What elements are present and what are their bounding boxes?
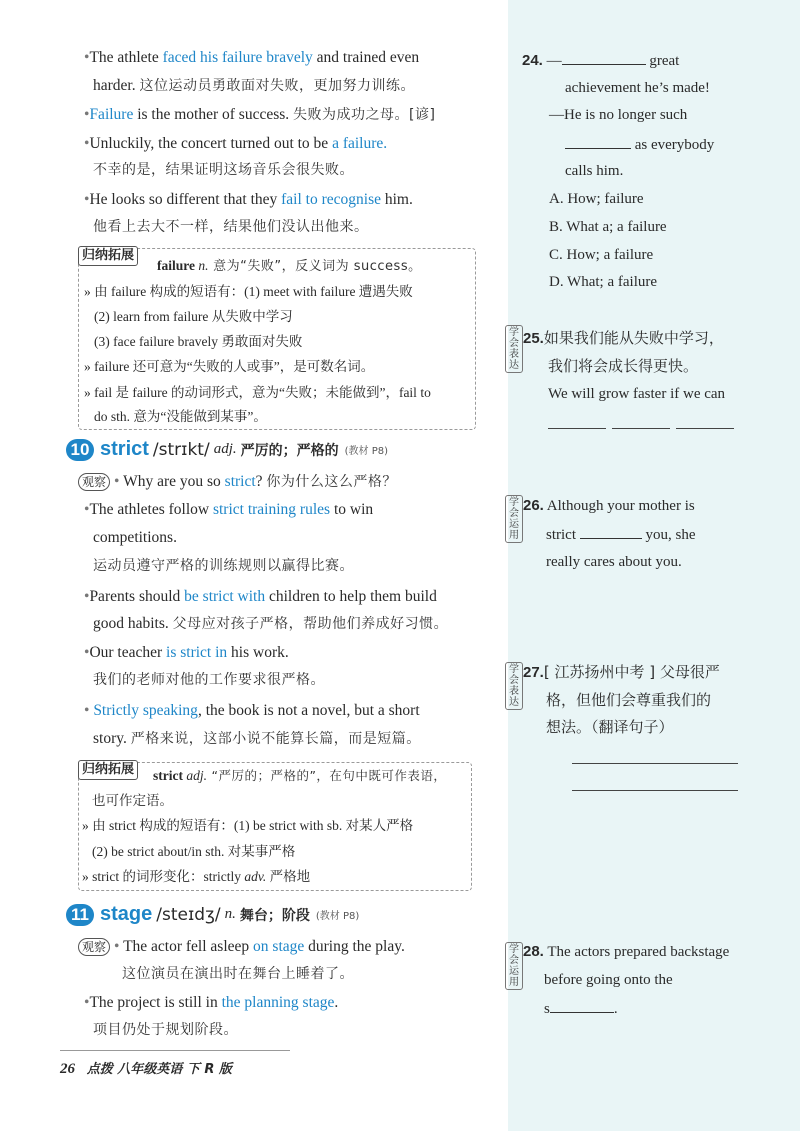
question-text: achievement he’s made! <box>565 80 710 96</box>
answer-blank[interactable] <box>565 134 631 149</box>
translation: 项目仍处于规划阶段。 <box>93 1022 238 1038</box>
answer-blank[interactable] <box>548 428 606 429</box>
page-footer <box>60 1058 232 1078</box>
option-c[interactable]: C. How; a failure <box>549 247 654 263</box>
box-line: 也可作定语。 <box>92 793 173 808</box>
question-text: calls him. <box>565 163 624 179</box>
box-line: (2) learn from failure 从失败中学习 <box>94 309 293 324</box>
observe-tag: 观察 <box>78 473 110 491</box>
answer-line[interactable] <box>572 790 738 791</box>
answer-blank[interactable] <box>550 998 614 1013</box>
question-text: 想法。（翻译句子） <box>546 718 674 736</box>
entry-number: 10 <box>66 439 94 461</box>
book-title: 点拨 八年级英语 下 R 版 <box>86 1062 232 1077</box>
answer-blank[interactable] <box>676 428 734 429</box>
meaning: 舞台；阶段 <box>239 907 310 924</box>
box-heading: failure n. 意为“失败”，反义词为 success。 <box>157 258 422 274</box>
translation: 运动员遵守严格的训练规则以赢得比赛。 <box>93 558 354 574</box>
question-text: 格，但他们会尊重我们的 <box>546 691 712 709</box>
observe-tag: 观察 <box>78 938 110 956</box>
skill-tag: 学会运用 <box>505 495 523 543</box>
box-line: » failure 还可意为“失败的人或事”，是可数名词。 <box>84 359 375 374</box>
page-number: 26 <box>60 1061 75 1077</box>
translation: 这位演员在演出时在舞台上睡着了。 <box>122 966 354 982</box>
box-line: (3) face failure bravely 勇敢面对失败 <box>94 334 303 349</box>
answer-blank[interactable] <box>580 524 642 539</box>
box-line: » 由 failure 构成的短语有：(1) meet with failure 遭遇失败 <box>84 284 413 299</box>
translation: 我们的老师对他的工作要求很严格。 <box>93 672 325 688</box>
option-a[interactable]: A. How; failure <box>549 191 644 207</box>
textbook-ref: (教材 P8) <box>315 911 360 922</box>
summary-tag: 归纳拓展 <box>78 760 138 780</box>
example-sentence: •He looks so different that they fail to recognise him. <box>84 191 413 208</box>
answer-blank[interactable] <box>612 428 670 429</box>
vocab-entry-strict: 10 strict /strɪkt/ adj. 严厉的；严格的 (教材 P8) <box>66 438 388 461</box>
question-26: 26. Although your mother is <box>523 497 695 514</box>
question-text: —He is no longer such <box>549 107 688 123</box>
answer-line[interactable] <box>572 763 738 764</box>
question-text: as everybody <box>565 134 714 155</box>
example-sentence: •Failure is the mother of success. 失败为成功之母。[谚] <box>84 106 436 123</box>
headword: strict <box>100 438 149 460</box>
example-sentence: •The athlete faced his failure bravely and trained even <box>84 49 420 66</box>
summary-tag: 归纳拓展 <box>78 246 138 266</box>
skill-tag: 学会表达 <box>505 662 523 710</box>
example-sentence: •Our teacher is strict in his work. <box>84 644 289 661</box>
box-line: » 由 strict 构成的短语有：(1) be strict with sb. 对某人严格 <box>82 818 414 833</box>
skill-tag: 学会运用 <box>505 942 523 990</box>
headword: stage <box>100 903 153 925</box>
meaning: 严厉的；严格的 <box>240 442 339 459</box>
example-sentence-cont: competitions. <box>93 529 177 546</box>
question-text: really cares about you. <box>546 554 682 570</box>
entry-number: 11 <box>66 904 94 926</box>
box-line: » strict 的词形变化：strictly adv. 严格地 <box>82 869 311 884</box>
example-sentence: •Parents should be strict with children to help them build <box>84 588 437 605</box>
example-sentence-cont: harder. 这位运动员勇敢面对失败，更加努力训练。 <box>93 77 415 94</box>
example-sentence-cont: good habits. 父母应对孩子严格，帮助他们养成好习惯。 <box>93 615 449 632</box>
translation: 他看上去大不一样，结果他们没认出他来。 <box>93 219 369 235</box>
phonetic: /strɪkt/ <box>152 439 210 460</box>
option-b[interactable]: B. What a; a failure <box>549 219 667 235</box>
example-sentence: 观察 • Why are you so strict? 你为什么这么严格？ <box>78 472 397 492</box>
question-25: 25.如果我们能从失败中学习， <box>523 329 724 347</box>
textbook-ref: (教材 P8) <box>344 446 388 457</box>
box-line: » fail 是 failure 的动词形式，意为“失败；未能做到”，fail to <box>84 385 431 400</box>
example-sentence: •The project is still in the planning stage. <box>84 994 339 1011</box>
translation: 不幸的是，结果证明这场音乐会很失败。 <box>93 162 354 178</box>
answer-blank[interactable] <box>562 50 646 65</box>
question-24: 24. — great <box>522 52 680 69</box>
question-27: 27.[ 江苏扬州中考 ] 父母很严 <box>523 663 720 681</box>
phonetic: /steɪdʒ/ <box>156 904 221 925</box>
question-text: s . <box>544 998 618 1019</box>
question-text: strict you, she <box>546 524 696 545</box>
example-sentence-cont: story. 严格来说，这部小说不能算长篇，而是短篇。 <box>93 730 421 747</box>
option-d[interactable]: D. What; a failure <box>549 274 658 290</box>
skill-tag: 学会表达 <box>505 325 523 373</box>
example-sentence: • Strictly speaking, the book is not a novel, but a short <box>84 702 420 719</box>
footer-rule <box>60 1050 290 1051</box>
vocab-entry-stage: 11 stage /steɪdʒ/ n. 舞台；阶段 (教材 P8) <box>66 903 359 926</box>
question-text: before going onto the <box>544 972 673 988</box>
example-sentence: •Unluckily, the concert turned out to be a failure. <box>84 135 388 152</box>
box-line: (2) be strict about/in sth. 对某事严格 <box>92 844 296 859</box>
question-text: We will grow faster if we can <box>548 386 726 402</box>
question-text: 我们将会成长得更快。 <box>548 357 699 375</box>
question-28: 28. The actors prepared backstage <box>523 943 730 960</box>
box-line: do sth. 意为“没能做到某事”。 <box>94 409 267 424</box>
example-sentence: •The athletes follow strict training rules to win <box>84 501 374 518</box>
example-sentence: 观察 • The actor fell asleep on stage during the play. <box>78 937 405 957</box>
box-heading: strict adj. “严厉的；严格的”，在句中既可作表语， <box>153 768 447 783</box>
